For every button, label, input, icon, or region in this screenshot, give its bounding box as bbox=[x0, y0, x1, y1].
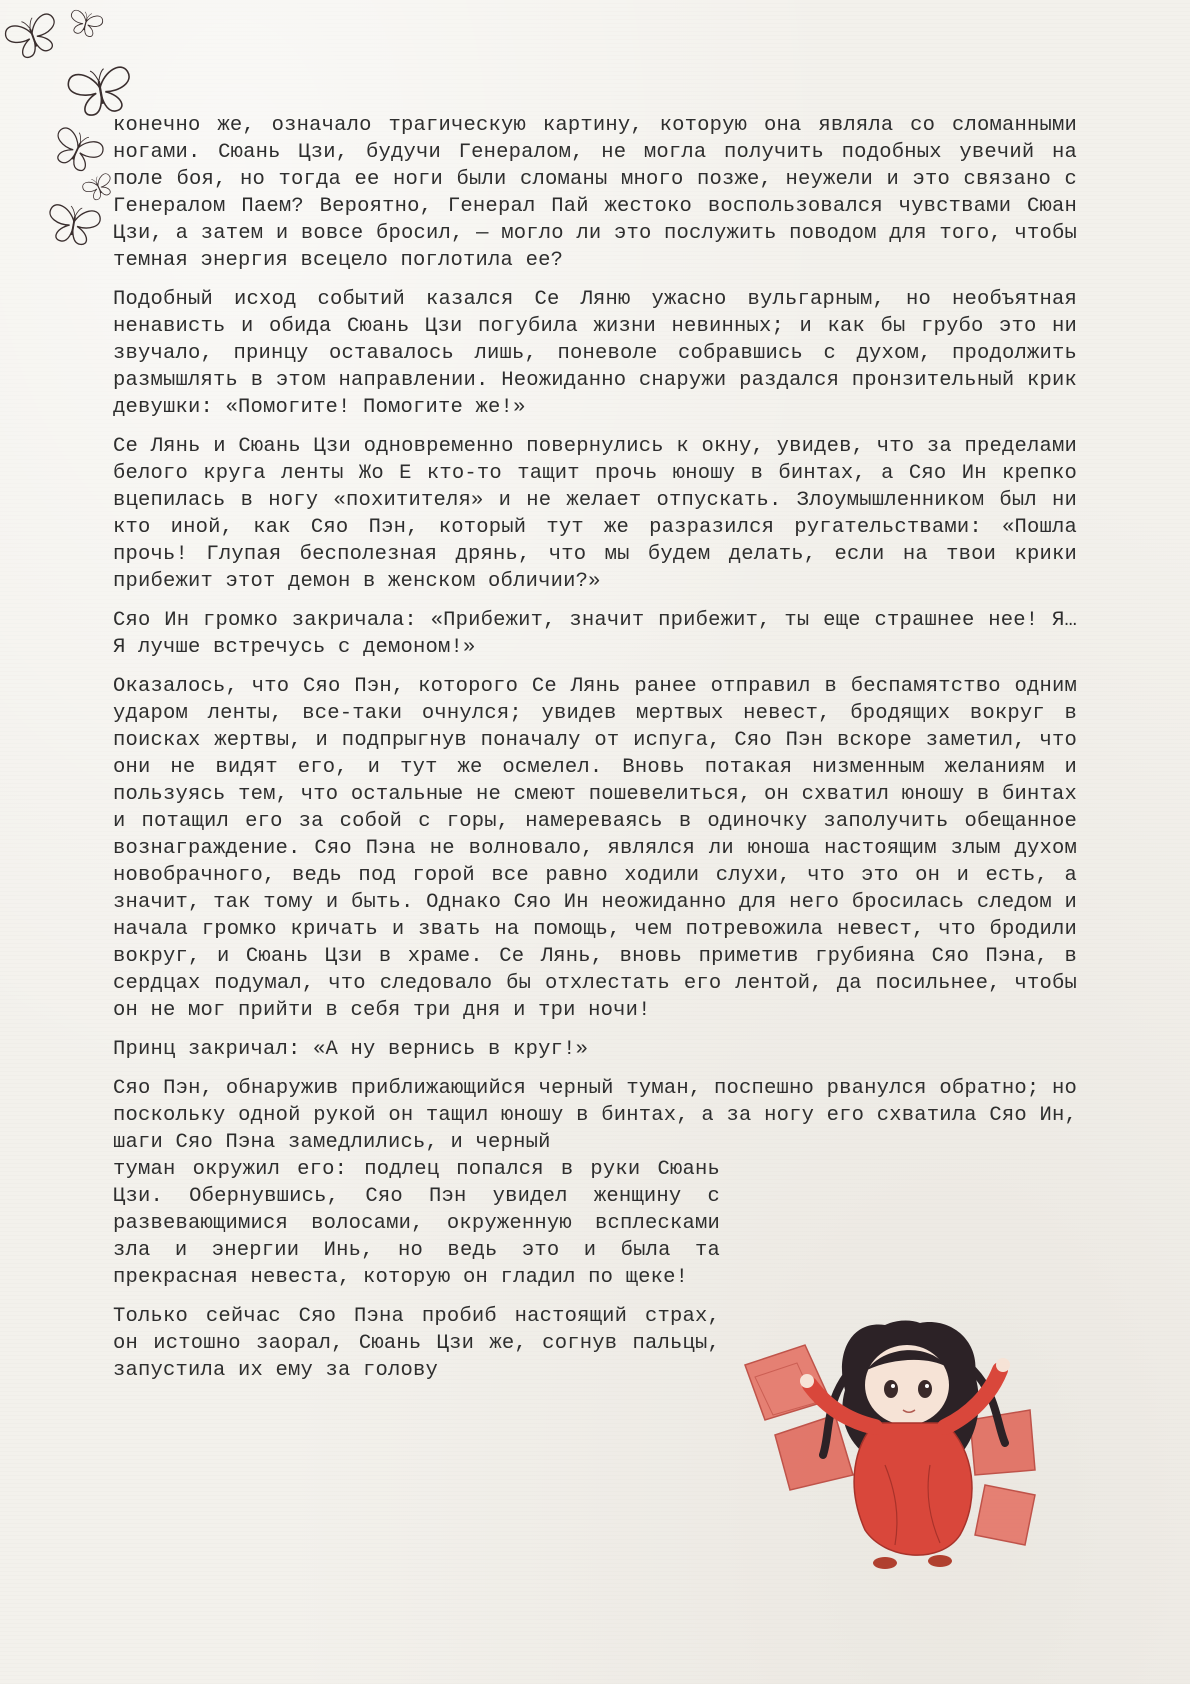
text-column bbox=[113, 112, 1077, 1396]
paragraph: Принц закричал: «А ну вернись в круг!» bbox=[113, 1038, 589, 1061]
paragraph-part: туман окружил его: подлец попался в руки Сюань Цзи. Обернувшись, Сяо Пэн увидел женщину с развевающимися волосами, окруженную всплесками зла и энергии Инь, но ведь это и была та прекрасная невеста, которую он гладил по щеке! bbox=[113, 1158, 720, 1289]
paragraph-part: Сяо Пэн, обнаружив приближающийся черный туман, поспешно рванулся обратно; но поскольку одной рукой он тащил юношу в бинтах, а за ногу его схватила Сяо Ин, шаги Сяо Пэна замедлились, и черный bbox=[113, 1077, 1077, 1154]
paragraph: Только сейчас Сяо Пэна пробиб настоящий страх, он истошно заорал, Сюань Цзи же, согнув пальцы, запустила их ему за голову bbox=[113, 1305, 720, 1382]
paragraph: конечно же, означало трагическую картину, которую она являла со сломанными ногами. Сюань Цзи, будучи Генералом, не могла получить подобных увечий на поле боя, но тогда ее ноги были сломаны много позже, неужели и это связано с Генералом Паем? Вероятно, Генерал Пай жестоко воспользовался чувствами Сюан Цзи, а затем и вовсе бросил, — могло ли это послужить поводом для того, чтобы темная энергия всецело поглотила ее? bbox=[113, 114, 1077, 272]
paragraph: Подобный исход событий казался Се Ляню ужасно вульгарным, но необъятная ненависть и обида Сюань Цзи погубила жизни невинных; и как бы грубо это ни звучало, принцу оставалось лишь, поневоле собравшись с духом, продолжить размышлять в этом направлении. Неожиданно снаружи раздался пронзительный крик девушки: «Помогите! Помогите же!» bbox=[113, 288, 1077, 419]
butterfly-icon bbox=[81, 172, 116, 203]
paragraph: Сяо Ин громко закричала: «Прибежит, значит прибежит, ты еще страшнее нее! Я… Я лучше встречусь с демоном!» bbox=[113, 609, 1077, 659]
butterfly-icon bbox=[48, 125, 106, 176]
wrapped-paragraph bbox=[113, 1075, 1077, 1291]
butterfly-icon bbox=[67, 9, 104, 39]
butterfly-icon bbox=[67, 65, 135, 119]
butterfly-icon bbox=[45, 203, 101, 247]
paragraph: Оказалось, что Сяо Пэн, которого Се Лянь ранее отправил в беспамятство одним ударом ленты, все-таки очнулся; увидев мертвых невест, бродящих вокруг в поисках жертвы, и подпрыгнув поначалу от испуга, Сяо Пэн вскоре заметил, что они не видят его, и тут же осмелел. Вновь потакая низменным желаниям и пользуясь тем, что остальные не смеют пошевелиться, он схватил юношу в бинтах и потащил его за собой с горы, намереваясь в одиночку заполучить обещанное вознаграждение. Сяо Пэна не волновало, являлся ли юноша настоящим злым духом новобрачного, ведь под горой все равно ходили слухи, что это он и есть, а значит, так тому и быть. Однако Сяо Ин неожиданно для него бросилась следом и начала громко кричать и звать на помощь, чем потревожила невест, что бродили вокруг, и Сюань Цзи в храме. Се Лянь, вновь приметив грубияна Сяо Пэна, в сердцах подумал, что следовало бы отхлестать его лентой, да посильнее, чтобы он не мог прийти в себя три дня и три ночи! bbox=[113, 675, 1077, 1022]
paragraph: Се Лянь и Сюань Цзи одновременно повернулись к окну, увидев, что за пределами белого круга ленты Жо Е кто-то тащит прочь юношу в бинтах, а Сяо Ин крепко вцепилась в ногу «похитителя» и не желает отпускать. Злоумышленником был ни кто иной, как Сяо Пэн, который тут же разразился ругательствами: «Пошла прочь! Глупая бесполезная дрянь, что мы будем делать, если на твои крики прибежит этот демон в женском обличии?» bbox=[113, 435, 1077, 593]
robe-shape bbox=[854, 1423, 972, 1555]
butterfly-icon bbox=[3, 11, 63, 62]
chibi-girl-illustration bbox=[735, 1315, 1095, 1585]
